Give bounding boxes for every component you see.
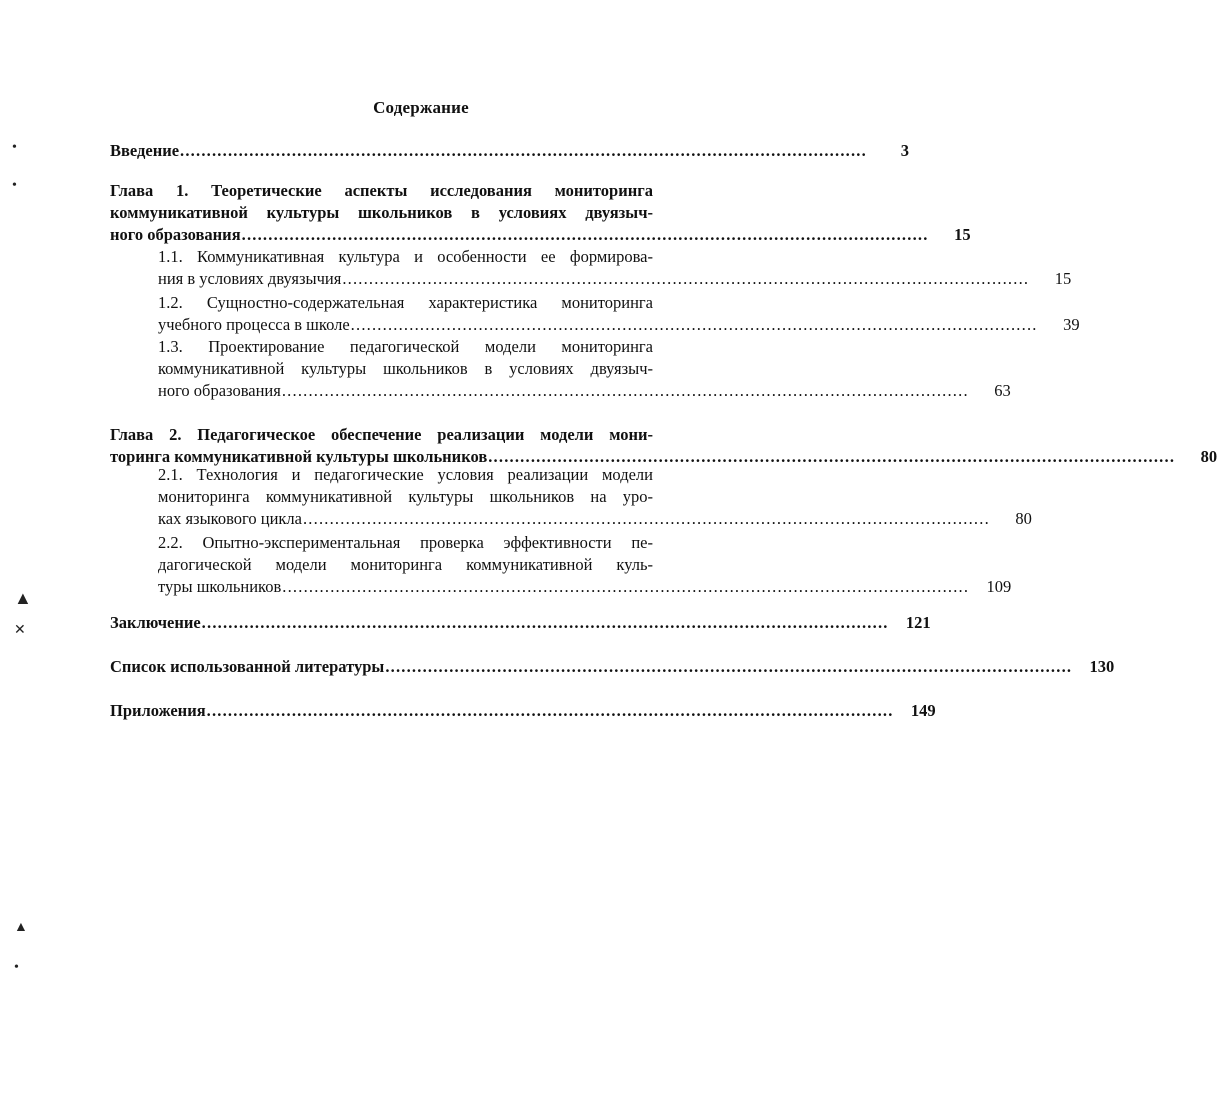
toc-page-number: 109 xyxy=(986,577,1012,596)
toc-entry xyxy=(110,140,909,162)
toc-page-number: 39 xyxy=(1063,315,1080,334)
toc-entry-line: 1.1. Коммуникативная культура и особенности ее формирова- xyxy=(158,247,653,266)
toc-entry-last-line xyxy=(110,576,1012,598)
toc-entry-text: Приложения xyxy=(110,701,206,720)
toc-entry xyxy=(110,532,1012,598)
toc-entry xyxy=(110,656,1115,678)
scan-speck: • xyxy=(12,178,17,193)
toc-leader-dots: ................................................................................................................................. xyxy=(342,269,1030,288)
toc-entry-text: учебного процесса в школе xyxy=(158,315,350,334)
toc-entry-text: Введение xyxy=(110,141,180,160)
toc-page-number: 63 xyxy=(994,381,1011,400)
toc-leader-dots: ................................................................................................................................. xyxy=(488,447,1176,466)
toc-entry-last-line xyxy=(110,224,971,246)
toc-entry-last-line xyxy=(110,700,936,722)
toc-page-number: 15 xyxy=(1054,269,1072,288)
toc-leader-dots: ................................................................................................................................. xyxy=(282,577,970,596)
toc-leader-dots: ................................................................................................................................. xyxy=(241,225,929,244)
toc-entry-text: торинга коммуникативной культуры школьников xyxy=(110,447,488,466)
toc-entry xyxy=(110,612,931,634)
toc-entry-line: коммуникативной культуры школьников в условиях двуязыч- xyxy=(158,359,653,378)
toc-entry xyxy=(110,292,1080,336)
toc-leader-dots: ................................................................................................................................. xyxy=(201,613,889,632)
toc-leader-dots: ................................................................................................................................. xyxy=(350,315,1038,334)
toc-entry-text: ного образования xyxy=(158,381,281,400)
toc-page-number: 80 xyxy=(1015,509,1032,528)
toc-entry-last-line xyxy=(110,314,1080,336)
toc-page-number: 80 xyxy=(1200,447,1217,466)
toc-entry-text: туры школьников xyxy=(158,577,282,596)
toc-entry xyxy=(110,336,1011,402)
toc-entry-line: мониторинга коммуникативной культуры школьников на уро- xyxy=(158,487,653,506)
scan-speck: • xyxy=(12,140,17,155)
toc-leader-dots: ................................................................................................................................. xyxy=(180,141,867,160)
toc-entry-line: 2.2. Опытно-экспериментальная проверка эффективности пе- xyxy=(158,533,653,552)
toc-entry-last-line xyxy=(110,140,909,162)
scan-speck: ▲ xyxy=(14,588,32,608)
toc-entry-line: 1.3. Проектирование педагогической модели мониторинга xyxy=(158,337,653,356)
scan-speck: ✕ xyxy=(14,623,26,638)
toc-entry xyxy=(110,180,971,246)
toc-entry-line: 1.2. Сущностно-содержательная характеристика мониторинга xyxy=(158,293,653,312)
toc-entry-line: Глава 2. Педагогическое обеспечение реализации модели мони- xyxy=(110,425,653,444)
toc-leader-dots: ................................................................................................................................. xyxy=(302,509,990,528)
toc-entry-line: 2.1. Технология и педагогические условия реализации модели xyxy=(158,465,653,484)
toc-entry-last-line xyxy=(110,508,1032,530)
toc-leader-dots: ................................................................................................................................. xyxy=(385,657,1073,676)
toc-entry-line: дагогической модели мониторинга коммуникативной куль- xyxy=(158,555,653,574)
toc-entry-text: Заключение xyxy=(110,613,201,632)
toc-page-number: 121 xyxy=(905,613,931,632)
toc-entry-text: ного образования xyxy=(110,225,241,244)
toc-entry-text: Список использованной литературы xyxy=(110,657,385,676)
toc-entry xyxy=(110,464,1032,530)
page-title: Содержание xyxy=(373,98,469,117)
toc-entry-last-line xyxy=(110,656,1115,678)
toc-entry-last-line xyxy=(110,612,931,634)
toc-leader-dots: ................................................................................................................................. xyxy=(206,701,894,720)
scan-speck: ▲ xyxy=(14,920,28,935)
toc-entry xyxy=(110,700,936,722)
toc-page-number: 15 xyxy=(954,225,971,244)
toc-entry-text: ках языкового цикла xyxy=(158,509,302,528)
scan-speck: • xyxy=(14,960,19,975)
toc-entry-line: коммуникативной культуры школьников в условиях двуязыч- xyxy=(110,203,653,222)
toc-entry-last-line xyxy=(110,268,1072,290)
toc-entry-last-line xyxy=(110,380,1011,402)
toc-leader-dots: ................................................................................................................................. xyxy=(281,381,969,400)
toc-entry xyxy=(110,424,1217,468)
toc-page-number: 130 xyxy=(1089,657,1115,676)
toc-entry xyxy=(110,246,1072,290)
toc-entry-text: ния в условиях двуязычия xyxy=(158,269,342,288)
toc-page-number: 149 xyxy=(910,701,936,720)
toc-entry-line: Глава 1. Теоретические аспекты исследования мониторинга xyxy=(110,181,653,200)
toc-page-number: 3 xyxy=(900,141,909,160)
